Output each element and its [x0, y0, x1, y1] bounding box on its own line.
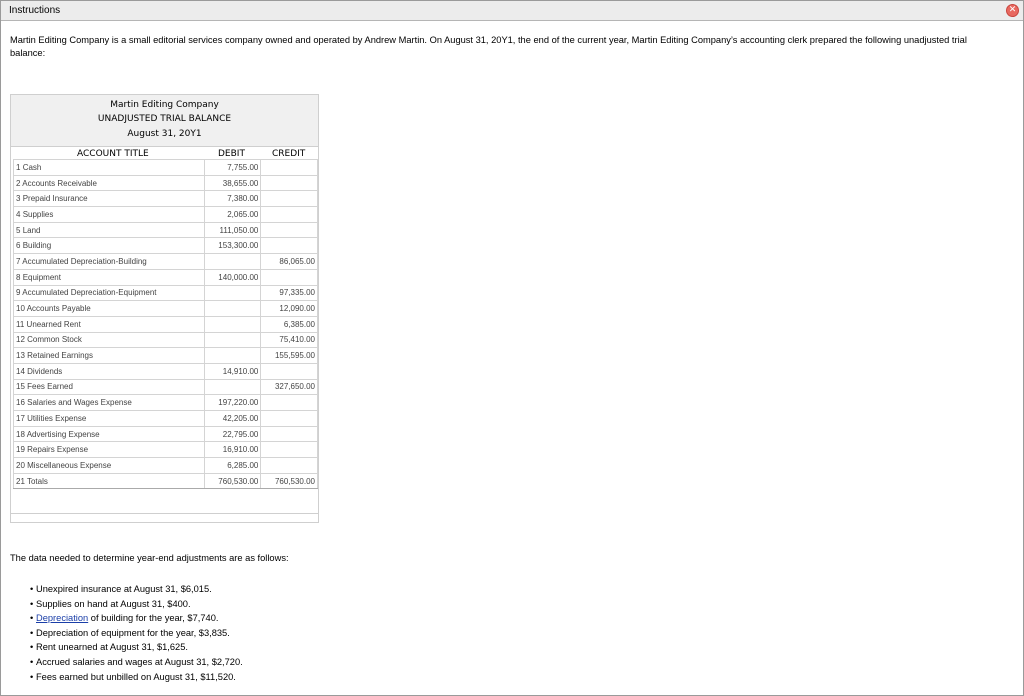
table-row — [14, 473, 318, 489]
debit-cell: 153,300.00 — [204, 238, 261, 254]
table-row — [14, 160, 318, 176]
adjustment-text: Depreciation of equipment for the year, $3,835. — [36, 627, 230, 638]
credit-cell — [261, 411, 318, 427]
bullet-icon: • — [30, 613, 34, 624]
row-number: 18 — [16, 429, 25, 439]
adjustment-text: Accrued salaries and wages at August 31, $2,720. — [36, 656, 243, 667]
row-number: 21 — [16, 476, 25, 486]
account-name: Supplies — [22, 209, 54, 219]
report-title: UNADJUSTED TRIAL BALANCE — [97, 114, 232, 124]
account-cell — [14, 316, 205, 332]
row-number: 19 — [16, 445, 25, 455]
credit-cell — [261, 458, 318, 474]
debit-cell — [204, 254, 261, 270]
table-row — [14, 395, 318, 411]
row-number: 7 — [16, 256, 21, 266]
table-bottom-rule — [11, 513, 318, 514]
credit-header: CREDIT — [272, 149, 306, 159]
row-number: 3 — [16, 194, 21, 204]
account-cell — [14, 395, 205, 411]
account-cell — [14, 222, 205, 238]
debit-cell — [204, 301, 261, 317]
table-row — [14, 191, 318, 207]
trial-balance-header — [11, 95, 318, 147]
list-item — [30, 626, 243, 641]
row-number: 16 — [16, 398, 25, 408]
table-row — [14, 269, 318, 285]
table-row — [14, 458, 318, 474]
row-number: 13 — [16, 351, 25, 361]
credit-cell: 155,595.00 — [261, 348, 318, 364]
credit-cell — [261, 395, 318, 411]
account-name: Advertising Expense — [26, 429, 100, 439]
account-cell — [14, 269, 205, 285]
credit-cell — [261, 238, 318, 254]
adjustment-text: Unexpired insurance at August 31, $6,015. — [36, 584, 212, 594]
account-cell — [14, 348, 205, 364]
account-name: Accounts Payable — [26, 304, 91, 314]
row-number: 6 — [16, 241, 21, 251]
list-item — [30, 597, 243, 612]
account-name: Accumulated Depreciation-Equipment — [22, 288, 157, 298]
credit-cell: 327,650.00 — [261, 379, 318, 395]
credit-cell: 760,530.00 — [261, 473, 318, 489]
row-number: 17 — [16, 413, 25, 423]
credit-cell — [261, 160, 318, 176]
account-name: Building — [22, 241, 52, 251]
account-cell — [14, 332, 205, 348]
intro-paragraph: Martin Editing Company is a small editorial services company owned and operated by Andrew Martin. On August 31, 20Y1, the end of the current year, Martin Editing Company’s accounting clerk prepared the following unadjusted trial balance: — [10, 35, 967, 58]
account-cell — [14, 254, 205, 270]
table-row — [14, 207, 318, 223]
debit-cell: 111,050.00 — [204, 222, 261, 238]
debit-cell: 7,380.00 — [204, 191, 261, 207]
row-number: 10 — [16, 304, 25, 314]
account-cell — [14, 426, 205, 442]
debit-cell — [204, 285, 261, 301]
header-divider — [11, 146, 318, 147]
account-cell — [14, 301, 205, 317]
credit-cell: 6,385.00 — [261, 316, 318, 332]
account-name: Dividends — [27, 366, 63, 376]
account-name: Accumulated Depreciation-Building — [22, 256, 147, 266]
bullet-icon: • — [30, 598, 34, 609]
table-row — [14, 332, 318, 348]
row-number: 4 — [16, 209, 21, 219]
account-cell — [14, 473, 205, 489]
table-row — [14, 316, 318, 332]
depreciation-link[interactable]: Depreciation — [36, 613, 89, 624]
table-row — [14, 426, 318, 442]
table-row — [14, 379, 318, 395]
debit-cell: 42,205.00 — [204, 411, 261, 427]
table-row — [14, 222, 318, 238]
trial-balance-table — [13, 159, 318, 489]
list-item — [30, 670, 243, 685]
table-row — [14, 301, 318, 317]
adjustments-title: The data needed to determine year-end adjustments are as follows: — [10, 553, 289, 563]
account-cell — [14, 207, 205, 223]
debit-cell: 760,530.00 — [204, 473, 261, 489]
account-cell — [14, 285, 205, 301]
bullet-icon: • — [30, 671, 34, 682]
account-cell — [14, 191, 205, 207]
account-name: Prepaid Insurance — [22, 194, 88, 204]
account-name: Land — [22, 225, 41, 235]
account-cell — [14, 411, 205, 427]
bullet-icon: • — [30, 627, 34, 638]
credit-cell: 75,410.00 — [261, 332, 318, 348]
company-name: Martin Editing Company — [110, 100, 219, 110]
account-title-header: ACCOUNT TITLE — [77, 149, 149, 159]
debit-cell: 22,795.00 — [204, 426, 261, 442]
account-cell — [14, 238, 205, 254]
row-number: 12 — [16, 335, 25, 345]
account-name: Utilities Expense — [27, 413, 87, 423]
credit-cell: 97,335.00 — [261, 285, 318, 301]
bullet-icon: • — [30, 656, 34, 667]
debit-cell: 197,220.00 — [204, 395, 261, 411]
table-row — [14, 411, 318, 427]
table-row — [14, 175, 318, 191]
account-name: Common Stock — [27, 335, 82, 345]
debit-cell — [204, 348, 261, 364]
account-cell — [14, 379, 205, 395]
list-item — [30, 655, 243, 670]
account-name: Retained Earnings — [27, 351, 93, 361]
debit-header: DEBIT — [218, 149, 245, 159]
table-row — [14, 254, 318, 270]
credit-cell: 86,065.00 — [261, 254, 318, 270]
debit-cell: 7,755.00 — [204, 160, 261, 176]
debit-cell: 2,065.00 — [204, 207, 261, 223]
account-cell — [14, 363, 205, 379]
account-name: Accounts Receivable — [22, 178, 97, 188]
adjustment-text: Rent unearned at August 31, $1,625. — [36, 642, 188, 653]
row-number: 9 — [16, 288, 21, 298]
account-name: Salaries and Wages Expense — [27, 398, 132, 408]
account-name: Equipment — [22, 272, 61, 282]
account-name: Unearned Rent — [26, 319, 81, 329]
account-name: Repairs Expense — [27, 445, 89, 455]
adjustments-list — [30, 582, 243, 684]
account-name: Miscellaneous Expense — [27, 460, 112, 470]
row-number: 15 — [16, 382, 25, 392]
credit-cell — [261, 175, 318, 191]
debit-cell: 14,910.00 — [204, 363, 261, 379]
bullet-icon: • — [30, 642, 34, 653]
account-cell — [14, 458, 205, 474]
debit-cell: 38,655.00 — [204, 175, 261, 191]
row-number: 8 — [16, 272, 21, 282]
report-date: August 31, 20Y1 — [127, 129, 202, 139]
bullet-icon: • — [30, 584, 34, 594]
table-row — [14, 442, 318, 458]
close-icon[interactable]: ✕ — [1006, 4, 1019, 17]
credit-cell — [261, 191, 318, 207]
list-item — [30, 640, 243, 655]
account-name: Totals — [26, 476, 48, 486]
window-title: Instructions — [9, 5, 61, 16]
trial-balance-panel — [10, 94, 319, 523]
debit-cell — [204, 332, 261, 348]
adjustment-text: Supplies on hand at August 31, $400. — [36, 598, 191, 609]
row-number: 5 — [16, 225, 21, 235]
adjustment-text: Fees earned but unbilled on August 31, $11,520. — [36, 671, 236, 682]
credit-cell — [261, 269, 318, 285]
row-number: 20 — [16, 460, 25, 470]
account-cell — [14, 442, 205, 458]
row-number: 2 — [16, 178, 21, 188]
credit-cell — [261, 426, 318, 442]
credit-cell — [261, 207, 318, 223]
account-cell — [14, 160, 205, 176]
table-row — [14, 285, 318, 301]
list-item — [30, 611, 243, 626]
credit-cell — [261, 363, 318, 379]
debit-cell — [204, 379, 261, 395]
debit-cell: 6,285.00 — [204, 458, 261, 474]
row-number: 14 — [16, 366, 25, 376]
debit-cell: 16,910.00 — [204, 442, 261, 458]
list-item — [30, 582, 243, 597]
row-number: 11 — [16, 319, 25, 329]
account-name: Fees Earned — [27, 382, 73, 392]
row-number: 1 — [16, 162, 21, 172]
credit-cell: 12,090.00 — [261, 301, 318, 317]
table-row — [14, 363, 318, 379]
debit-cell — [204, 316, 261, 332]
credit-cell — [261, 222, 318, 238]
debit-cell: 140,000.00 — [204, 269, 261, 285]
account-name: Cash — [22, 162, 42, 172]
account-cell — [14, 175, 205, 191]
window-titlebar — [1, 1, 1023, 21]
table-row — [14, 348, 318, 364]
adjustment-text: of building for the year, $7,740. — [88, 613, 219, 624]
table-row — [14, 238, 318, 254]
credit-cell — [261, 442, 318, 458]
